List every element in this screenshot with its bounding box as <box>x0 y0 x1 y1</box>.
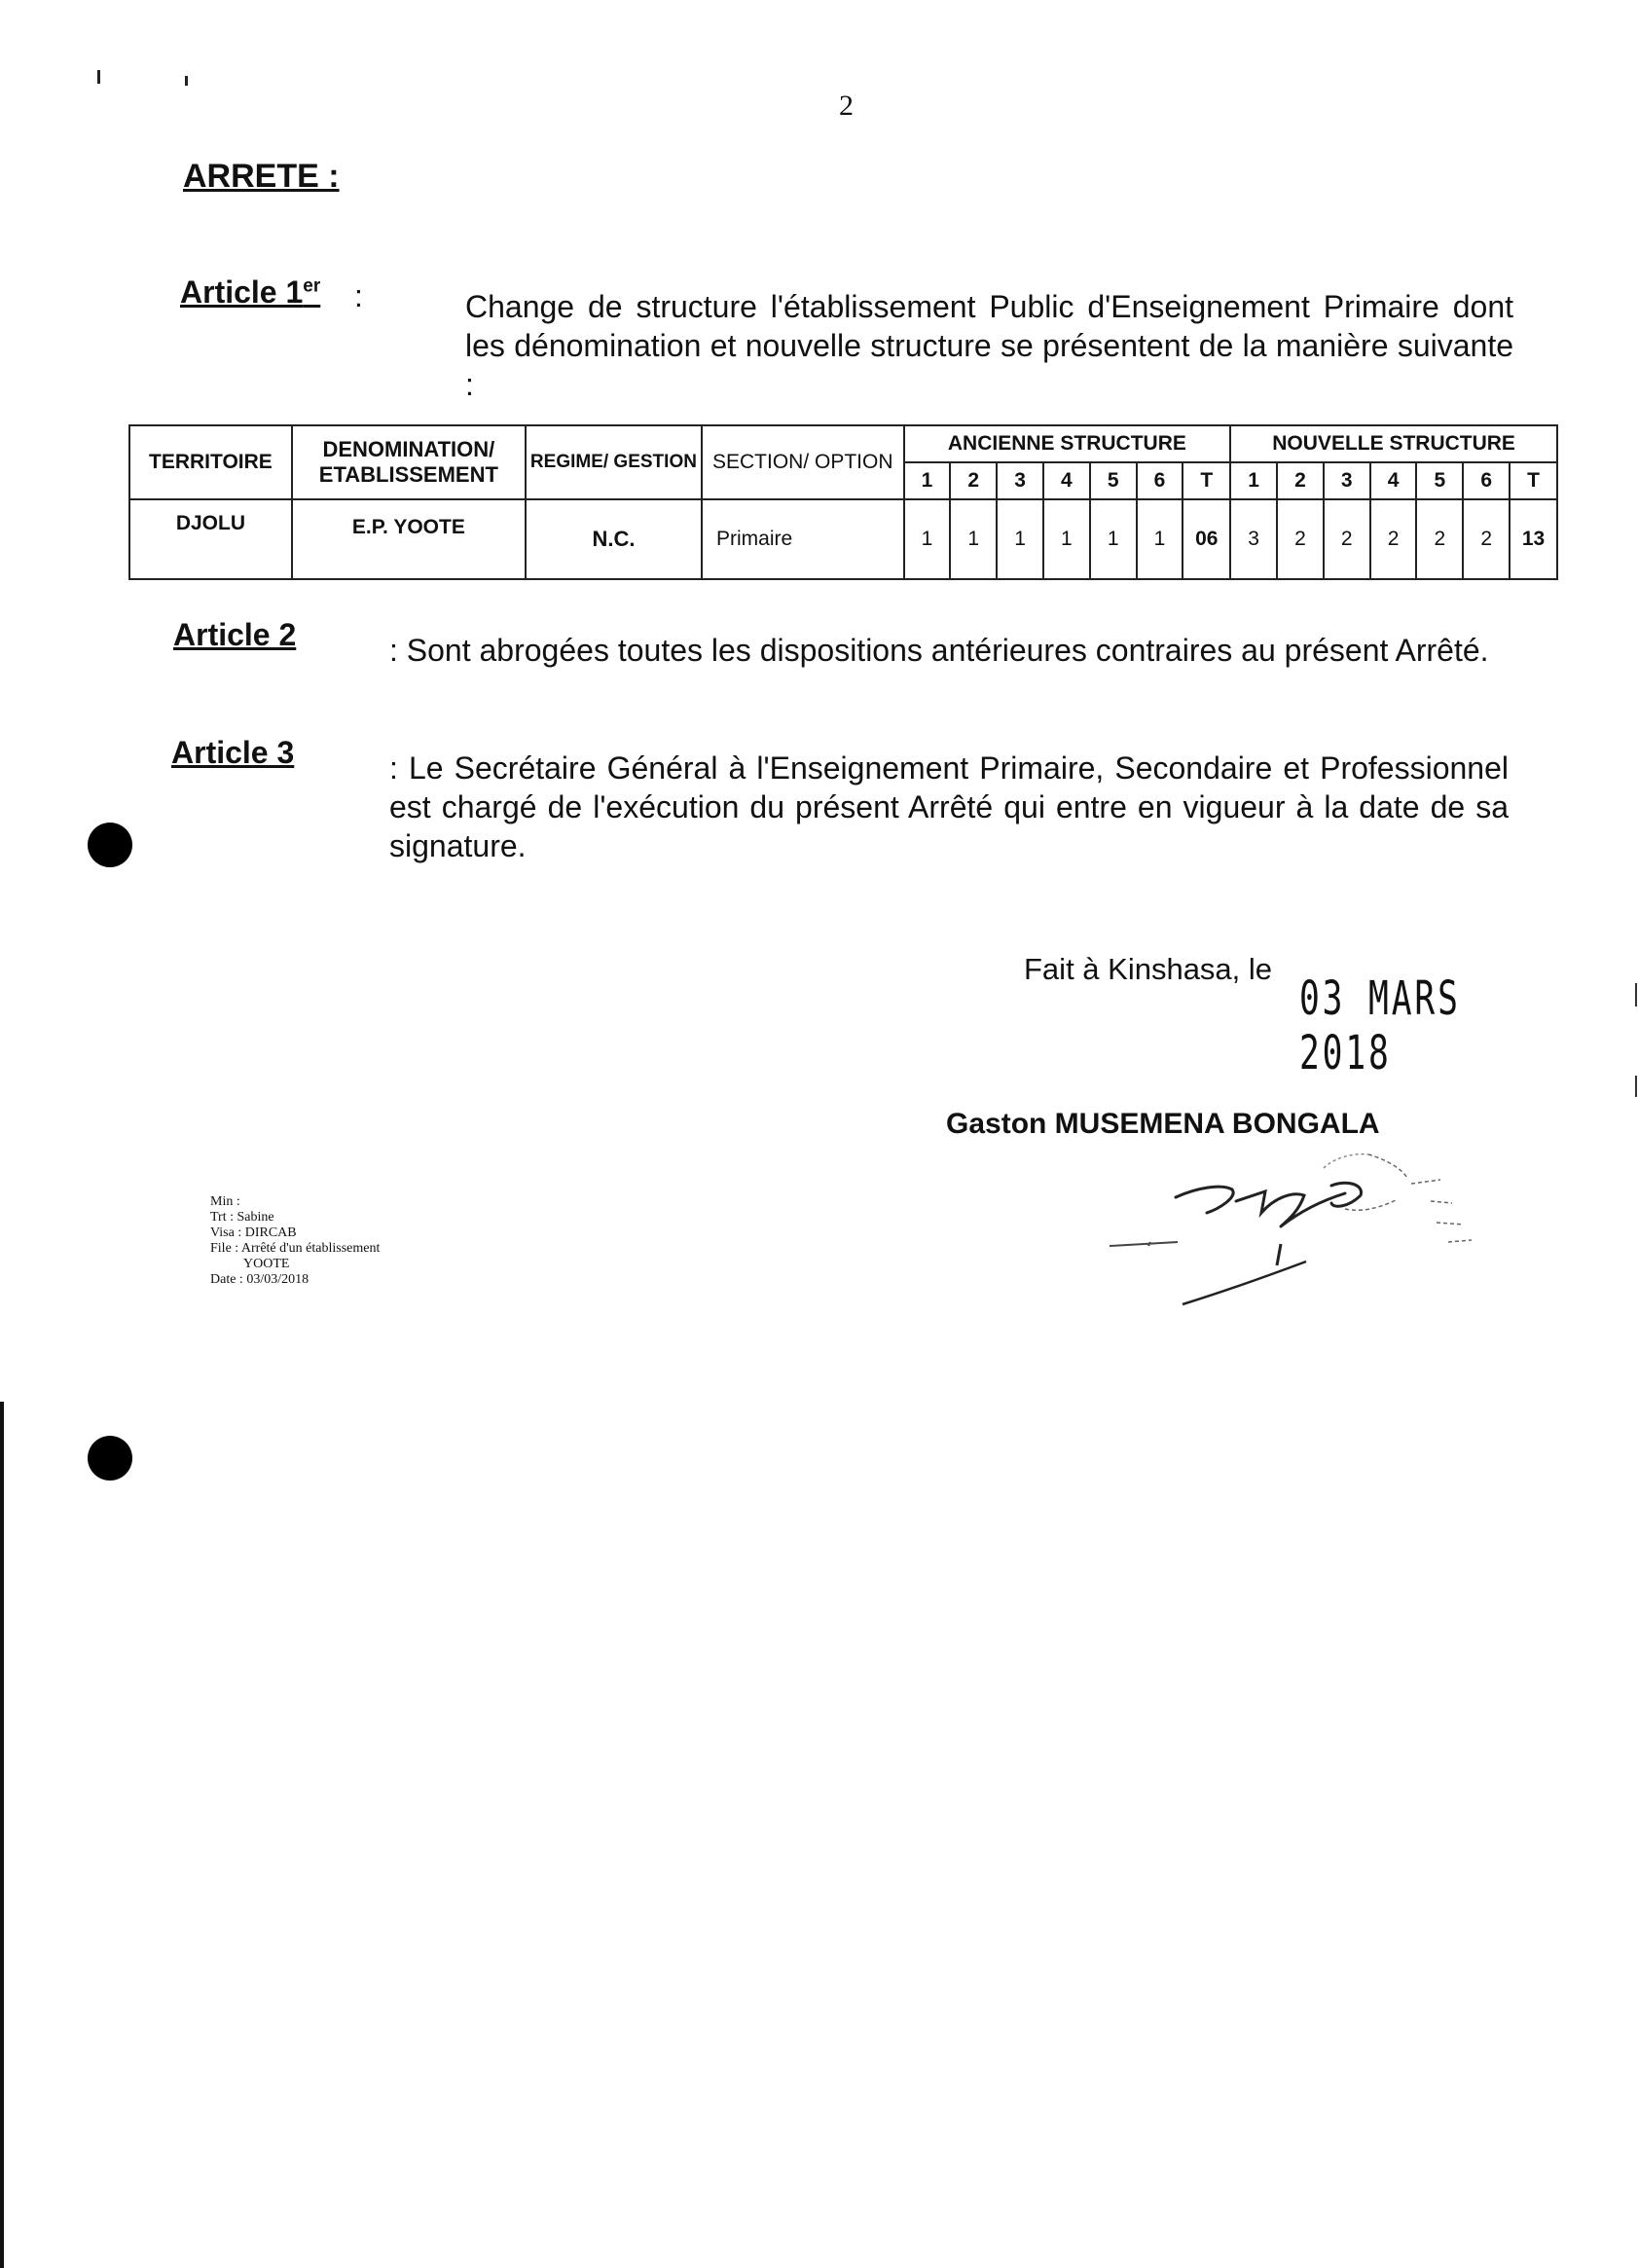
ancienne-col-header: 5 <box>1090 462 1137 499</box>
cell-denomination: E.P. YOOTE <box>292 499 526 579</box>
ancienne-col-header: T <box>1183 462 1230 499</box>
structure-table <box>128 424 1558 580</box>
signature-graphic <box>1090 1119 1518 1314</box>
article-2-label: Article 2 <box>173 617 297 652</box>
punch-hole <box>88 823 132 867</box>
article-1-label-sup: er <box>303 275 321 297</box>
scan-mark-1 <box>97 70 100 84</box>
article-1-colon: : <box>354 278 363 313</box>
ancienne-col-header: 4 <box>1043 462 1090 499</box>
scan-mark-right <box>1635 1076 1637 1097</box>
cell-ancienne-total: 06 <box>1183 499 1230 579</box>
cell-nouvelle-total: 13 <box>1510 499 1557 579</box>
ancienne-col-header: 1 <box>904 462 951 499</box>
routing-line: Trt : Sabine <box>210 1210 274 1225</box>
cell-ancienne: 1 <box>950 499 997 579</box>
article-1-label-text: Article 1 <box>180 274 304 310</box>
nouvelle-col-header: 5 <box>1416 462 1463 499</box>
page-title: ARRETE : <box>183 158 340 195</box>
nouvelle-col-header: 4 <box>1370 462 1417 499</box>
page-number: 2 <box>839 90 854 122</box>
cell-ancienne: 1 <box>904 499 951 579</box>
cell-nouvelle: 2 <box>1416 499 1463 579</box>
article-3-text: : Le Secrétaire Général à l'Enseignement Primaire, Secondaire et Professionnel est chargé de l'exécution du présent Arrêté qui entre en vigueur à la date de sa signature. <box>389 750 1509 863</box>
nouvelle-col-header: 6 <box>1463 462 1510 499</box>
cell-territoire: DJOLU <box>129 499 292 579</box>
scan-mark-2 <box>185 76 188 86</box>
header-territoire: TERRITOIRE <box>129 425 292 499</box>
scan-mark-right <box>1635 983 1637 1006</box>
cell-nouvelle: 2 <box>1463 499 1510 579</box>
scan-edge-left <box>0 1402 4 2268</box>
cell-nouvelle: 2 <box>1324 499 1370 579</box>
cell-nouvelle: 2 <box>1277 499 1324 579</box>
place-line: Fait à Kinshasa, le <box>1024 952 1273 986</box>
routing-line: Visa : DIRCAB <box>210 1225 297 1240</box>
routing-line: Date : 03/03/2018 <box>210 1272 309 1287</box>
header-nouvelle-structure: NOUVELLE STRUCTURE <box>1230 425 1557 462</box>
punch-hole <box>88 1436 132 1481</box>
nouvelle-col-header: 2 <box>1277 462 1324 499</box>
ancienne-col-header: 6 <box>1137 462 1183 499</box>
header-ancienne-structure: ANCIENNE STRUCTURE <box>904 425 1231 462</box>
article-2-text: : Sont abrogées toutes les dispositions antérieures contraires au présent Arrêté. <box>389 633 1489 668</box>
cell-ancienne: 1 <box>1043 499 1090 579</box>
ancienne-col-header: 3 <box>997 462 1043 499</box>
cell-nouvelle: 2 <box>1370 499 1417 579</box>
date-stamp: 03 MARS 2018 <box>1299 971 1461 1080</box>
nouvelle-col-header: 3 <box>1324 462 1370 499</box>
signatory-name: Gaston MUSEMENA BONGALA <box>946 1108 1380 1140</box>
header-section: SECTION/ OPTION <box>702 425 904 499</box>
article-3-label: Article 3 <box>171 735 295 770</box>
nouvelle-col-header: 1 <box>1230 462 1277 499</box>
routing-block <box>210 1194 380 1288</box>
nouvelle-col-header: T <box>1510 462 1557 499</box>
cell-ancienne: 1 <box>1137 499 1183 579</box>
header-denomination: DENOMINATION/ ETABLISSEMENT <box>292 425 526 499</box>
header-regime: REGIME/ GESTION <box>526 425 702 499</box>
cell-ancienne: 1 <box>997 499 1043 579</box>
cell-section: Primaire <box>702 499 904 579</box>
routing-line: File : Arrêté d'un établissement <box>210 1241 381 1256</box>
cell-nouvelle: 3 <box>1230 499 1277 579</box>
article-1-label <box>180 274 320 311</box>
ancienne-col-header: 2 <box>950 462 997 499</box>
cell-ancienne: 1 <box>1090 499 1137 579</box>
routing-line: Min : <box>210 1194 240 1209</box>
routing-line: YOOTE <box>243 1257 290 1271</box>
cell-regime: N.C. <box>526 499 702 579</box>
table-row <box>129 499 1557 579</box>
article-1-text: Change de structure l'établissement Public d'Enseignement Primaire dont les dénomination et nouvelle structure se présentent de la manière suivante : <box>465 289 1513 402</box>
